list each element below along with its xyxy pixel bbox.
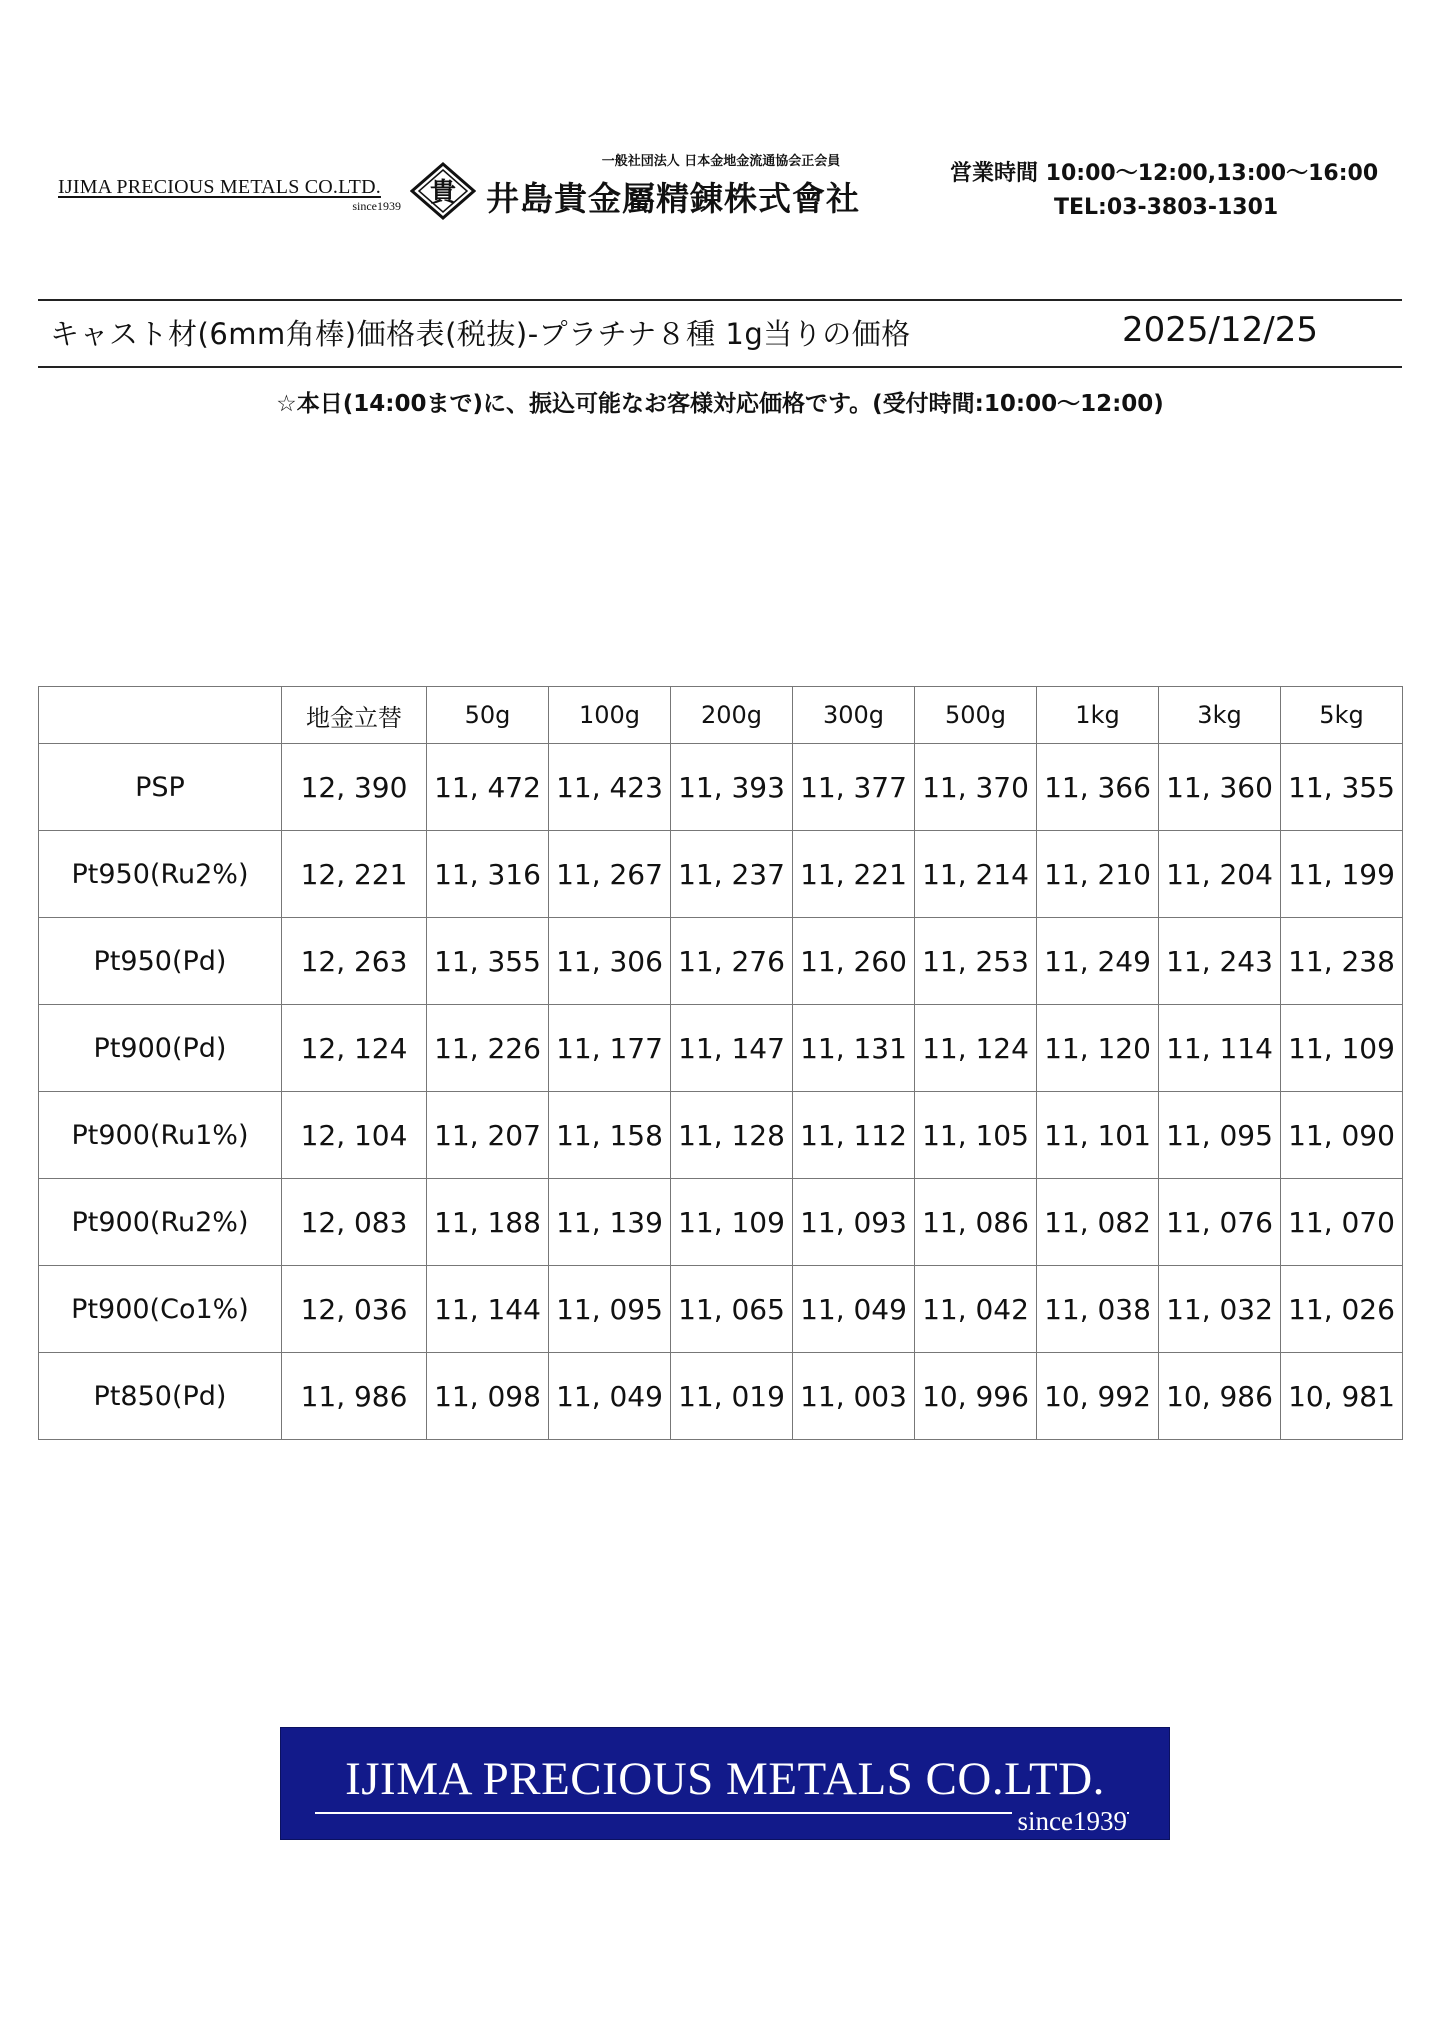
price-cell: 11, 355 xyxy=(427,918,549,1005)
price-cell: 11, 114 xyxy=(1159,1005,1281,1092)
price-cell: 11, 086 xyxy=(915,1179,1037,1266)
price-cell: 11, 049 xyxy=(793,1266,915,1353)
price-cell: 11, 144 xyxy=(427,1266,549,1353)
row-label: Pt950(Pd) xyxy=(39,918,282,1005)
header-cell-200g: 200g xyxy=(671,687,793,744)
price-cell: 11, 249 xyxy=(1037,918,1159,1005)
banner-company-name: IJIMA PRECIOUS METALS CO.LTD. xyxy=(345,1753,1105,1805)
price-cell: 11, 360 xyxy=(1159,744,1281,831)
price-cell: 11, 038 xyxy=(1037,1266,1159,1353)
price-cell: 11, 098 xyxy=(427,1353,549,1440)
header-cell-1kg: 1kg xyxy=(1037,687,1159,744)
header-cell-100g: 100g xyxy=(549,687,671,744)
table-row xyxy=(39,831,1403,918)
price-cell: 11, 355 xyxy=(1281,744,1403,831)
price-cell: 11, 237 xyxy=(671,831,793,918)
price-cell: 12, 263 xyxy=(282,918,427,1005)
header-cell-5kg: 5kg xyxy=(1281,687,1403,744)
table-row xyxy=(39,1092,1403,1179)
price-cell: 11, 243 xyxy=(1159,918,1281,1005)
contact-block xyxy=(950,156,1378,220)
association-membership: 一般社団法人 日本金地金流通協会正会員 xyxy=(601,154,841,169)
table-row xyxy=(39,1266,1403,1353)
telephone: TEL:03-3803-1301 xyxy=(1054,195,1279,220)
seal-glyph: 貴 xyxy=(429,178,457,208)
table-row xyxy=(39,1353,1403,1440)
price-cell: 11, 393 xyxy=(671,744,793,831)
price-cell: 11, 377 xyxy=(793,744,915,831)
company-name-jp-block xyxy=(486,150,916,220)
banner-underline xyxy=(315,1812,1129,1814)
company-name-jp: 井島貴金屬精錬株式會社 xyxy=(486,179,860,218)
price-cell: 11, 260 xyxy=(793,918,915,1005)
price-cell: 12, 221 xyxy=(282,831,427,918)
company-since: since1939 xyxy=(352,199,401,213)
document-title: キャスト材(6mm角棒)価格表(税抜)-プラチナ８種 1g当りの価格 xyxy=(50,317,911,351)
table-row xyxy=(39,1005,1403,1092)
header-cell-empty xyxy=(39,687,282,744)
header-cell-bullion: 地金立替 xyxy=(282,687,427,744)
price-cell: 12, 036 xyxy=(282,1266,427,1353)
row-label: Pt850(Pd) xyxy=(39,1353,282,1440)
price-cell: 11, 986 xyxy=(282,1353,427,1440)
price-cell: 11, 070 xyxy=(1281,1179,1403,1266)
header-cell-50g: 50g xyxy=(427,687,549,744)
price-cell: 11, 253 xyxy=(915,918,1037,1005)
price-cell: 10, 996 xyxy=(915,1353,1037,1440)
price-cell: 11, 199 xyxy=(1281,831,1403,918)
banner-since: since1939 xyxy=(1012,1806,1127,1837)
price-cell: 11, 082 xyxy=(1037,1179,1159,1266)
price-cell: 11, 188 xyxy=(427,1179,549,1266)
row-label: PSP xyxy=(39,744,282,831)
price-cell: 11, 026 xyxy=(1281,1266,1403,1353)
price-cell: 11, 049 xyxy=(549,1353,671,1440)
table-row xyxy=(39,744,1403,831)
price-cell: 11, 207 xyxy=(427,1092,549,1179)
price-cell: 11, 105 xyxy=(915,1092,1037,1179)
price-cell: 12, 104 xyxy=(282,1092,427,1179)
price-cell: 11, 131 xyxy=(793,1005,915,1092)
row-label: Pt900(Pd) xyxy=(39,1005,282,1092)
price-cell: 11, 095 xyxy=(549,1266,671,1353)
price-cell: 11, 214 xyxy=(915,831,1037,918)
price-cell: 11, 221 xyxy=(793,831,915,918)
price-cell: 11, 128 xyxy=(671,1092,793,1179)
table-row xyxy=(39,1179,1403,1266)
price-cell: 11, 306 xyxy=(549,918,671,1005)
price-cell: 11, 204 xyxy=(1159,831,1281,918)
price-cell: 12, 083 xyxy=(282,1179,427,1266)
business-hours: 営業時間 10:00〜12:00,13:00〜16:00 xyxy=(950,161,1379,186)
price-cell: 10, 986 xyxy=(1159,1353,1281,1440)
price-cell: 11, 076 xyxy=(1159,1179,1281,1266)
price-cell: 11, 109 xyxy=(1281,1005,1403,1092)
row-label: Pt900(Ru2%) xyxy=(39,1179,282,1266)
price-cell: 11, 101 xyxy=(1037,1092,1159,1179)
price-cell: 11, 112 xyxy=(793,1092,915,1179)
company-seal-icon xyxy=(410,162,476,220)
price-cell: 11, 065 xyxy=(671,1266,793,1353)
price-cell: 10, 992 xyxy=(1037,1353,1159,1440)
company-name-en-block xyxy=(58,176,403,214)
company-banner xyxy=(281,1728,1169,1839)
row-label: Pt900(Ru1%) xyxy=(39,1092,282,1179)
header-cell-500g: 500g xyxy=(915,687,1037,744)
price-cell: 11, 158 xyxy=(549,1092,671,1179)
document-date: 2025/12/25 xyxy=(1122,310,1318,350)
price-cell: 11, 120 xyxy=(1037,1005,1159,1092)
price-cell: 11, 090 xyxy=(1281,1092,1403,1179)
table-row xyxy=(39,918,1403,1005)
price-cell: 11, 366 xyxy=(1037,744,1159,831)
title-bottom-rule xyxy=(38,366,1402,368)
price-cell: 12, 390 xyxy=(282,744,427,831)
row-label: Pt950(Ru2%) xyxy=(39,831,282,918)
price-cell: 11, 032 xyxy=(1159,1266,1281,1353)
table-header-row xyxy=(39,687,1403,744)
price-notice: ☆本日(14:00まで)に、振込可能なお客様対応価格です。(受付時間:10:00〜12:00) xyxy=(276,391,1164,417)
title-top-rule xyxy=(38,299,1402,301)
price-cell: 11, 370 xyxy=(915,744,1037,831)
price-cell: 11, 316 xyxy=(427,831,549,918)
price-cell: 11, 238 xyxy=(1281,918,1403,1005)
title-row xyxy=(50,308,1400,354)
price-table xyxy=(38,686,1403,1440)
price-cell: 11, 139 xyxy=(549,1179,671,1266)
price-cell: 12, 124 xyxy=(282,1005,427,1092)
price-cell: 11, 147 xyxy=(671,1005,793,1092)
price-cell: 11, 095 xyxy=(1159,1092,1281,1179)
price-cell: 11, 042 xyxy=(915,1266,1037,1353)
price-cell: 11, 423 xyxy=(549,744,671,831)
row-label: Pt900(Co1%) xyxy=(39,1266,282,1353)
price-cell: 11, 226 xyxy=(427,1005,549,1092)
header-cell-300g: 300g xyxy=(793,687,915,744)
header-cell-3kg: 3kg xyxy=(1159,687,1281,744)
price-cell: 11, 472 xyxy=(427,744,549,831)
company-name-en: IJIMA PRECIOUS METALS CO.LTD. xyxy=(58,176,381,198)
price-cell: 11, 019 xyxy=(671,1353,793,1440)
price-cell: 11, 003 xyxy=(793,1353,915,1440)
price-cell: 11, 210 xyxy=(1037,831,1159,918)
price-cell: 11, 267 xyxy=(549,831,671,918)
price-cell: 10, 981 xyxy=(1281,1353,1403,1440)
price-cell: 11, 276 xyxy=(671,918,793,1005)
price-cell: 11, 109 xyxy=(671,1179,793,1266)
price-cell: 11, 177 xyxy=(549,1005,671,1092)
price-cell: 11, 093 xyxy=(793,1179,915,1266)
price-cell: 11, 124 xyxy=(915,1005,1037,1092)
